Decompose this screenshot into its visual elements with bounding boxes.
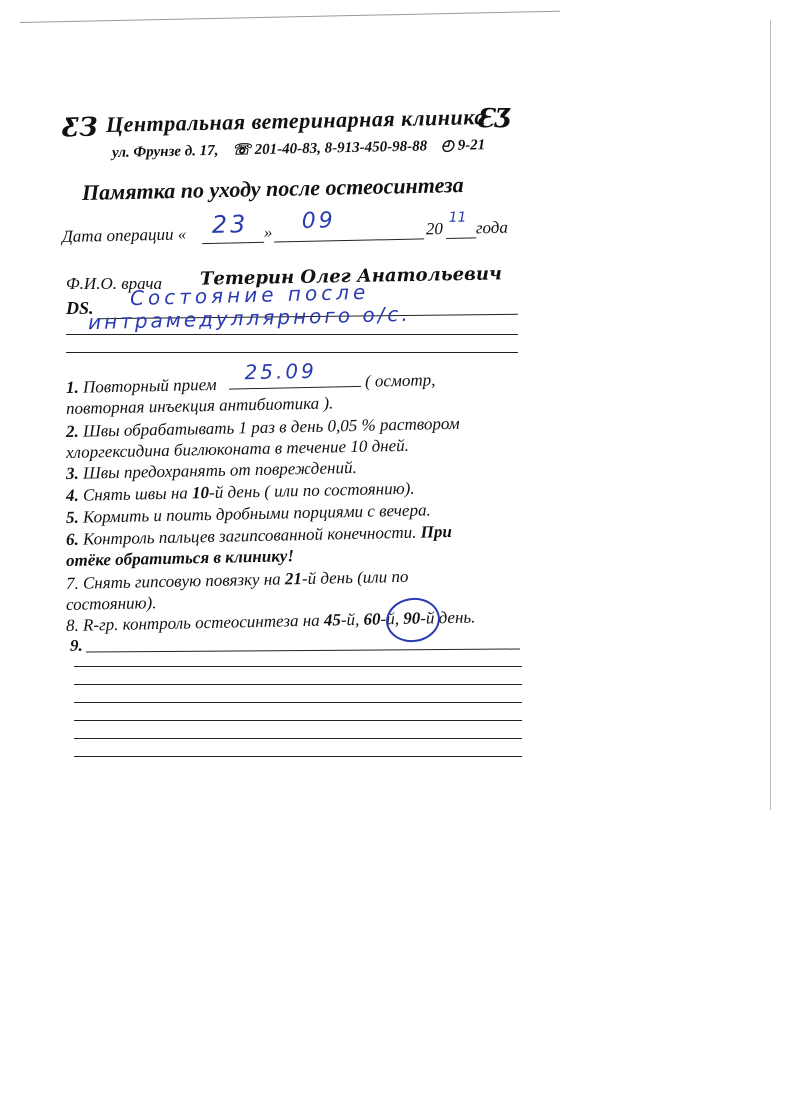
item-7-text-b: -й день (или по [301, 566, 409, 589]
date-month-line [274, 238, 424, 242]
diagnosis-label: DS. [66, 298, 94, 318]
item-1-text: Повторный прием [82, 374, 217, 397]
clock-icon: ◴ [440, 137, 455, 155]
date-row [61, 208, 523, 252]
item-7-line [66, 567, 409, 594]
clinic-address-line [112, 135, 486, 162]
item-2-text: Швы обрабатывать 1 раз в день 0,05 % раствором [82, 413, 460, 441]
item-4-text-b: -й день ( или по состоянию). [208, 478, 415, 503]
page-title: Памятка по уходу после остеосинтеза [81, 172, 464, 205]
date-year-suffix: 11 [448, 209, 467, 226]
notes-line-5 [74, 720, 522, 721]
item-1-number: 1. [65, 377, 79, 397]
item-8-day-2: 60 [363, 609, 381, 629]
item-2-line-2: хлоргексидина биглюконата в течение 10 дней. [65, 435, 410, 462]
date-year-line [446, 237, 476, 239]
item-6-text: Контроль пальцев загипсованной конечности. [82, 522, 417, 549]
item-7-day: 21 [284, 569, 303, 589]
item-5-number: 5. [65, 507, 79, 527]
item-2-number: 2. [65, 421, 79, 441]
item-8-suffix-1: -й, [340, 609, 360, 630]
notes-line-7 [74, 756, 522, 757]
date-close-quote: » [263, 222, 273, 242]
item-6-line-2: отёке обратиться в клинику! [65, 546, 295, 570]
item-4-day: 10 [191, 483, 210, 503]
item-8-suffix-3: -й день. [420, 607, 476, 628]
date-year-prefix: 20 [425, 219, 444, 239]
doctor-label: Ф.И.О. врача [66, 274, 162, 293]
item-6-text-bold: При [420, 521, 453, 542]
clinic-phones: 201-40-83, 8-913-450-98-88 [254, 138, 428, 159]
item-7-number: 7 [65, 573, 75, 593]
item-4-text: Снять швы на [82, 483, 189, 505]
item-8-suffix-2: -й, [380, 609, 400, 629]
doctor-name: Тетерин Олег Анатольевич [199, 263, 503, 290]
item-8-day-3: 90 [403, 608, 421, 628]
item-9-number: 9. [70, 636, 83, 655]
notes-line-4 [74, 702, 522, 703]
item-3-number: 3. [65, 463, 79, 483]
phone-icon: ☏ [232, 142, 252, 159]
item-1-line-2: повторная инъекция антибиотика ). [65, 393, 334, 418]
date-month: 09 [301, 208, 336, 234]
date-label: Дата операции « [61, 224, 187, 246]
date-day: 23 [211, 210, 249, 239]
item-3-text: Швы предохранять от повреждений. [82, 457, 357, 483]
diagnosis-line-3 [66, 352, 518, 353]
item-7-text: . Снять гипсовую повязку на [74, 569, 281, 593]
item-4-number: 4. [65, 485, 79, 505]
logo-left-icon: ƸЗ [61, 112, 99, 144]
notes-line-2 [74, 666, 522, 667]
item-1-date: 25.09 [244, 358, 318, 385]
logo-right-icon: ƐƷ [476, 104, 512, 134]
item-7-line-2: состоянию). [65, 593, 157, 614]
item-8-day-1: 45 [323, 610, 342, 630]
diagnosis-text-2: интрамедуллярного о/с. [87, 301, 412, 335]
item-8-text: . R-гр. контроль остеосинтеза на [74, 610, 320, 635]
item-8-number: 8 [65, 615, 75, 635]
item-1-date-line [229, 358, 361, 390]
clinic-address: ул. Фрунзе д. 17, [111, 142, 219, 161]
item-5-text: Кормить и поить дробными порциями с вечера. [82, 500, 431, 527]
date-day-line [202, 242, 264, 244]
clinic-name: Центральная ветеринарная клиника [105, 104, 487, 137]
date-year-word: года [475, 217, 509, 238]
handwritten-circle-60 [383, 594, 443, 645]
diagnosis-line-2 [66, 334, 518, 335]
sheet-top-edge [20, 11, 560, 23]
item-1-text-b: ( осмотр, [364, 370, 436, 391]
item-6-number: 6. [65, 529, 79, 549]
notes-line-1 [86, 648, 520, 652]
diagnosis-text-1: Состояние после [129, 279, 370, 311]
notes-line-3 [74, 684, 522, 685]
item-1-line [65, 358, 436, 398]
clinic-hours: 9-21 [457, 137, 486, 154]
sheet-right-edge [770, 20, 771, 810]
notes-line-6 [74, 738, 522, 739]
